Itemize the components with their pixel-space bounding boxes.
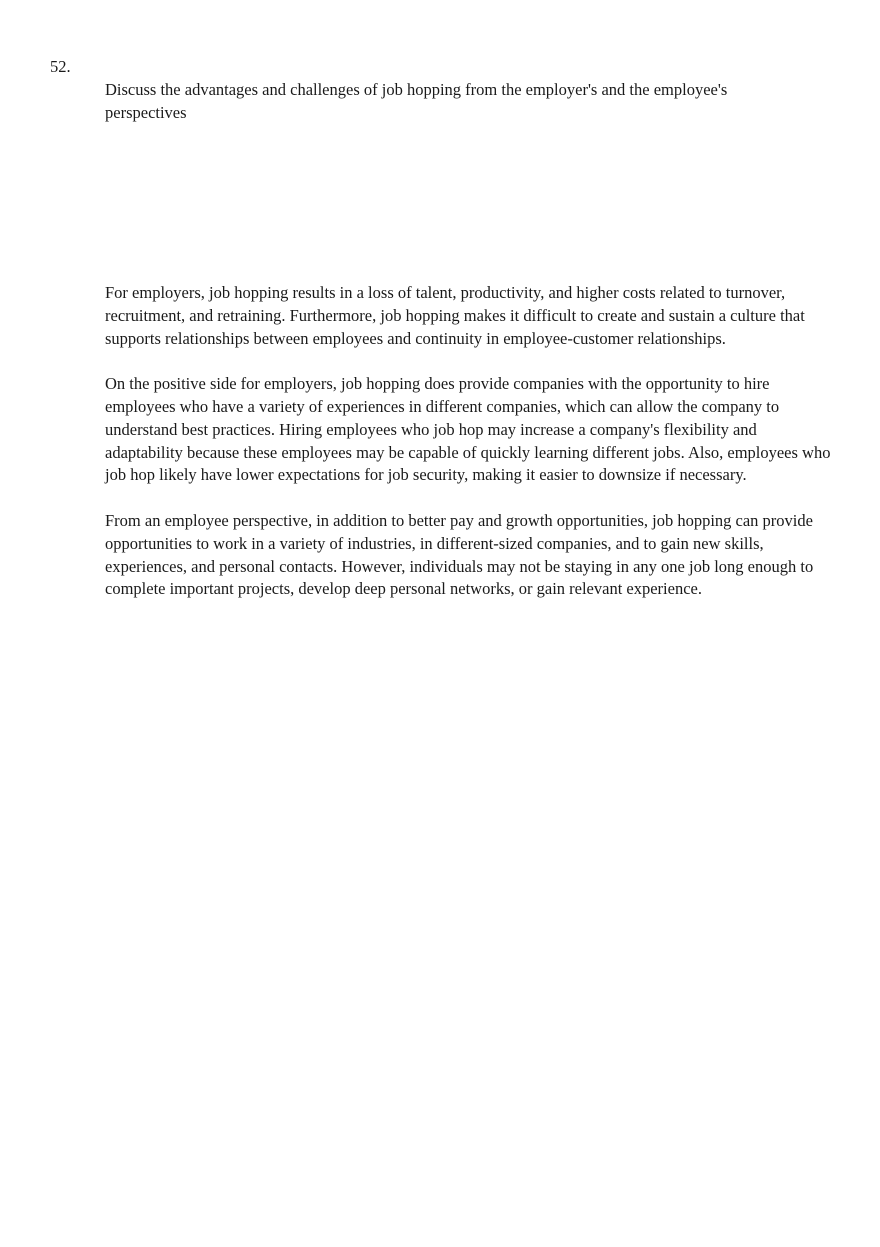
question-number: 52. bbox=[50, 57, 71, 76]
question-prompt: Discuss the advantages and challenges of job hopping from the employer's and the employee's perspectives bbox=[105, 80, 728, 122]
answer-paragraph: On the positive side for employers, job hopping does provide companies with the opportunity to hire employees who have a variety of experiences in different companies, which can allow the company to understand best practices. Hiring employees who job hop may increase a company's flexibility and adaptability because these employees may be capable of quickly learning different jobs. Also, employees who job hop likely have lower expectations for job security, making it easier to downsize if necessary. bbox=[105, 374, 831, 485]
answer-paragraph: From an employee perspective, in addition to better pay and growth opportunities, job hopping can provide opportunities to work in a variety of industries, in different-sized companies, and to gain new skills, experiences, and personal contacts. However, individuals may not be staying in any one job long enough to complete important projects, develop deep personal networks, or gain relevant experience. bbox=[105, 510, 814, 599]
answer-paragraph: For employers, job hopping results in a loss of talent, productivity, and higher costs related to turnover, recruitment, and retraining. Furthermore, job hopping makes it difficult to create and sustain a culture that supports relationships between employees and continuity in employee-customer relationships. bbox=[105, 283, 805, 348]
answer-body bbox=[105, 282, 835, 624]
